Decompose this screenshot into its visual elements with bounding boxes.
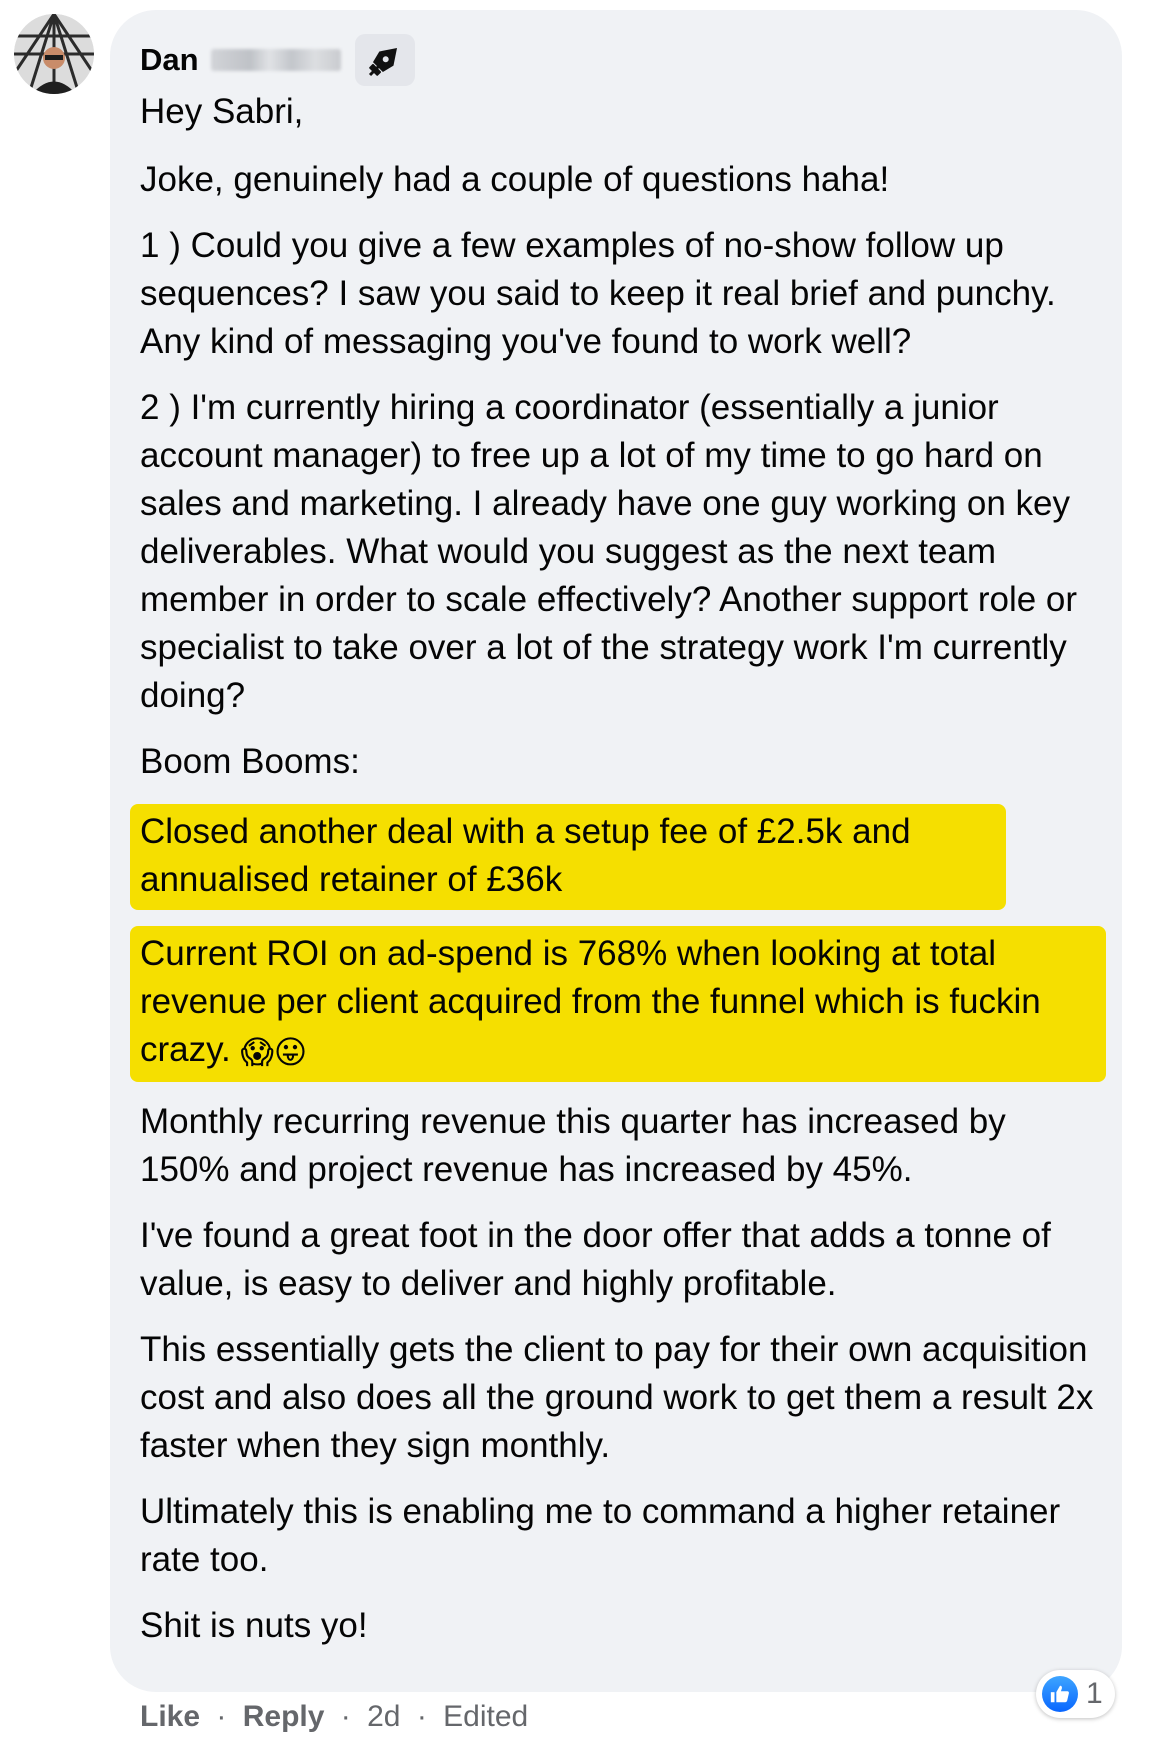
highlighted-text: [130, 926, 1106, 1082]
greeting: Hey Sabri,: [140, 92, 304, 131]
like-button[interactable]: Like: [140, 1700, 201, 1733]
paragraph: 1 ) Could you give a few examples of no-show follow up sequences? I saw you said to keep it real brief and punchy. Any kind of messaging you've found to work well?: [140, 226, 1056, 361]
reply-button[interactable]: Reply: [242, 1700, 325, 1733]
author-name[interactable]: Dan: [140, 42, 199, 77]
like-icon: [1042, 1676, 1078, 1712]
paragraph: I've found a great foot in the door offer that adds a tonne of value, is easy to deliver and highly profitable.: [140, 1216, 1051, 1303]
highlight-text-1: Closed another deal with a setup fee of £2.5k and annualised retainer of £36k: [140, 812, 911, 899]
edited-label[interactable]: Edited: [443, 1700, 529, 1733]
avatar-image: [14, 14, 94, 94]
paragraph: Boom Booms:: [140, 742, 360, 781]
badge[interactable]: [355, 34, 415, 86]
redacted-surname: [211, 49, 341, 71]
paragraph: Joke, genuinely had a couple of questions haha!: [140, 160, 890, 199]
separator: ·: [416, 1700, 427, 1733]
comment-actions: [140, 1700, 528, 1734]
reaction-summary[interactable]: [1036, 1670, 1115, 1718]
paragraph: Ultimately this is enabling me to command a higher retainer rate too.: [140, 1492, 1061, 1579]
thumbs-up-icon: [1049, 1683, 1071, 1705]
separator: ·: [216, 1700, 227, 1733]
comment-header: [140, 32, 1096, 88]
timestamp-link[interactable]: 2d: [367, 1700, 401, 1733]
comment-bubble: [110, 10, 1122, 1692]
paragraph: Monthly recurring revenue this quarter has increased by 150% and project revenue has increased by 45%.: [140, 1102, 1006, 1189]
paragraph: 2 ) I'm currently hiring a coordinator (essentially a junior account manager) to free up a lot of my time to go hard on sales and marketing. I already have one guy working on key deliverables. What would you suggest as the next team member in order to scale effectively? Another support role or specialist to take over a lot of the strategy work I'm currently doing?: [140, 388, 1078, 715]
separator: ·: [340, 1700, 351, 1733]
avatar[interactable]: [14, 14, 94, 94]
highlighted-text: [130, 804, 1006, 910]
emoji-icon: 😱😛: [240, 1034, 308, 1070]
paragraph: This essentially gets the client to pay for their own acquisition cost and also does all the ground work to get them a result 2x faster when they sign monthly.: [140, 1330, 1094, 1465]
paragraph: Shit is nuts yo!: [140, 1606, 368, 1645]
pen-nib-icon: [365, 40, 405, 80]
highlight-text-2: Current ROI on ad-spend is 768% when looking at total revenue per client acquired from the funnel which is fuckin crazy.: [140, 934, 1041, 1069]
reaction-count: 1: [1086, 1677, 1103, 1710]
